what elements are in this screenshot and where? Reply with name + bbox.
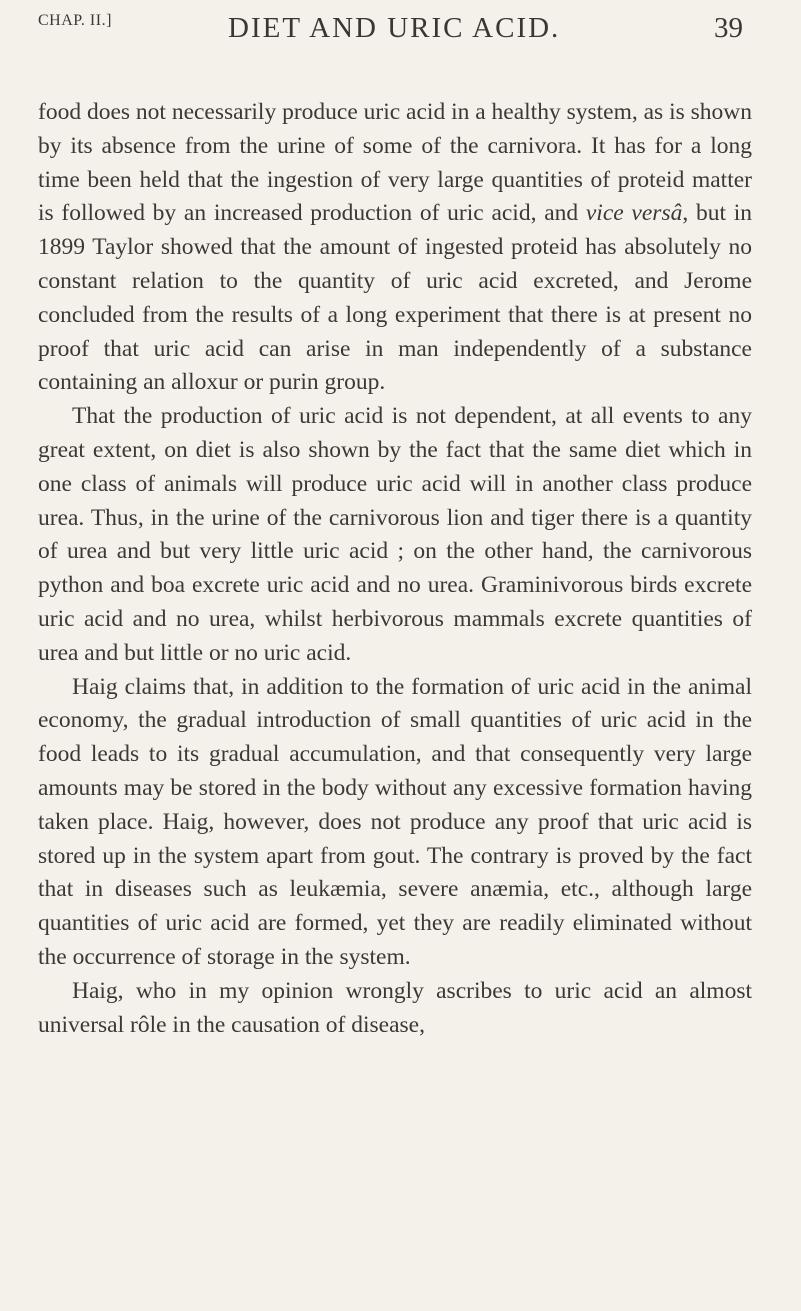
paragraph <box>38 671 752 975</box>
body-text <box>38 96 752 1042</box>
text-segment: food does not necessarily produce uric acid in a healthy system, as is shown by its absence from the urine of some of the carnivora. It has for a long time been held that the ingestion of very large quantities of proteid matter is followed by an increased production of uric acid, and <box>38 99 752 227</box>
text-segment-italic: vice versâ <box>585 200 683 227</box>
paragraph <box>38 975 752 1043</box>
chapter-marker: CHAP. II.] <box>38 12 112 29</box>
text-segment: That the production of uric acid is not dependent, at all events to any great extent, on diet is also shown by the fact that the same diet which in one class of animals will produce uric acid will in another class produce urea. Thus, in the urine of the carnivorous lion and tiger there is a quantity of urea and but very little uric acid ; on the other hand, the carnivorous python and boa excrete uric acid and no urea. Graminivorous birds excrete uric acid and no urea, whilst herbivorous mammals excrete quantities of urea and but little or no uric acid. <box>38 403 752 666</box>
text-segment: Haig claims that, in addition to the formation of uric acid in the animal economy, the gradual introduction of small quantities of uric acid in the food leads to its gradual accumulation, and that consequently very large amounts may be stored in the body without any excessive formation having taken place. Haig, however, does not produce any proof that uric acid is stored up in the system apart from gout. The contrary is proved by the fact that in diseases such as leukæmia, severe anæmia, etc., although large quantities of uric acid are formed, yet they are readily eliminated without the occurrence of storage in the system. <box>38 673 752 970</box>
paragraph <box>38 400 752 670</box>
text-segment: , but in 1899 Taylor showed that the amount of ingested proteid has absolutely no constant relation to the quantity of uric acid excreted, and Jerome concluded from the results of a long experiment that there is at present no proof that uric acid can arise in man independently of a substance containing an alloxur or purin group. <box>38 200 753 396</box>
running-title: DIET AND URIC ACID. <box>228 12 561 44</box>
text-segment: Haig, who in my opinion wrongly ascribes to uric acid an almost universal rôle in the causation of disease, <box>38 977 752 1038</box>
page-number: 39 <box>714 12 743 44</box>
paragraph <box>38 96 752 400</box>
running-head <box>38 0 749 80</box>
